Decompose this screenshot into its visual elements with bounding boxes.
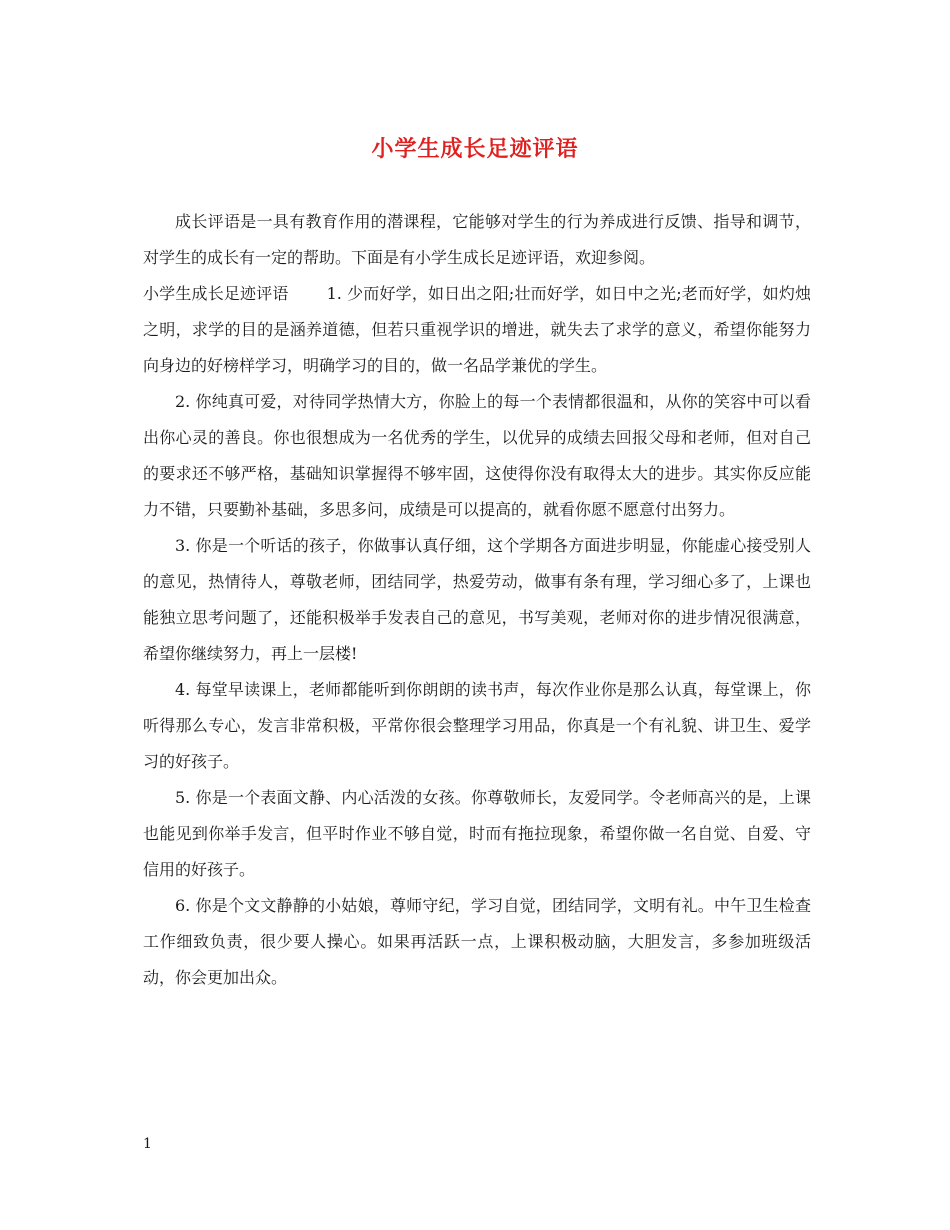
item-3-paragraph: 3. 你是一个听话的孩子，你做事认真仔细，这个学期各方面进步明显，你能虚心接受别人的意见，热情待人，尊敬老师，团结同学，热爱劳动，做事有条有理，学习细心多了，上课也能独立思考问题了，还能积极举手发表自己的意见，书写美观，老师对你的进步情况很满意，希望你继续努力，再上一层楼! bbox=[143, 536, 811, 663]
document-title: 小学生成长足迹评语 bbox=[371, 136, 579, 162]
item-1-text: 1. 少而好学，如日出之阳;壮而好学，如日中之光;老而好学，如灼烛之明，求学的目的是涵养道德，但若只重视学识的增进，就失去了求学的意义，希望你能努力向身边的好榜样学习，明确学习的目的，做一名品学兼优的学生。 bbox=[143, 284, 811, 375]
item-5-paragraph: 5. 你是一个表面文静、内心活泼的女孩。你尊敬师长，友爱同学。令老师高兴的是，上课也能见到你举手发言，但平时作业不够自觉，时而有拖拉现象，希望你做一名自觉、自爱、守信用的好孩子。 bbox=[143, 788, 811, 879]
page-number: 1 bbox=[143, 1136, 152, 1152]
item-4-paragraph: 4. 每堂早读课上，老师都能听到你朗朗的读书声，每次作业你是那么认真，每堂课上，你听得那么专心，发言非常积极，平常你很会整理学习用品，你真是一个有礼貌、讲卫生、爱学习的好孩子。 bbox=[143, 680, 811, 771]
document-body bbox=[143, 204, 811, 996]
section-heading: 小学生成长足迹评语 bbox=[143, 284, 289, 303]
intro-paragraph: 成长评语是一具有教育作用的潜课程，它能够对学生的行为养成进行反馈、指导和调节，对学生的成长有一定的帮助。下面是有小学生成长足迹评语，欢迎参阅。 bbox=[143, 212, 811, 267]
first-item-paragraph bbox=[143, 276, 811, 384]
item-6-paragraph: 6. 你是个文文静静的小姑娘，尊师守纪，学习自觉，团结同学，文明有礼。中午卫生检查工作细致负责，很少要人操心。如果再活跃一点，上课积极动脑，大胆发言，多参加班级活动，你会更加出众。 bbox=[143, 896, 811, 987]
item-2-paragraph: 2. 你纯真可爱，对待同学热情大方，你脸上的每一个表情都很温和，从你的笑容中可以看出你心灵的善良。你也很想成为一名优秀的学生，以优异的成绩去回报父母和老师，但对自己的要求还不够严格，基础知识掌握得不够牢固，这使得你没有取得太大的进步。其实你反应能力不错，只要勤补基础，多思多问，成绩是可以提高的，就看你愿不愿意付出努力。 bbox=[143, 392, 811, 519]
